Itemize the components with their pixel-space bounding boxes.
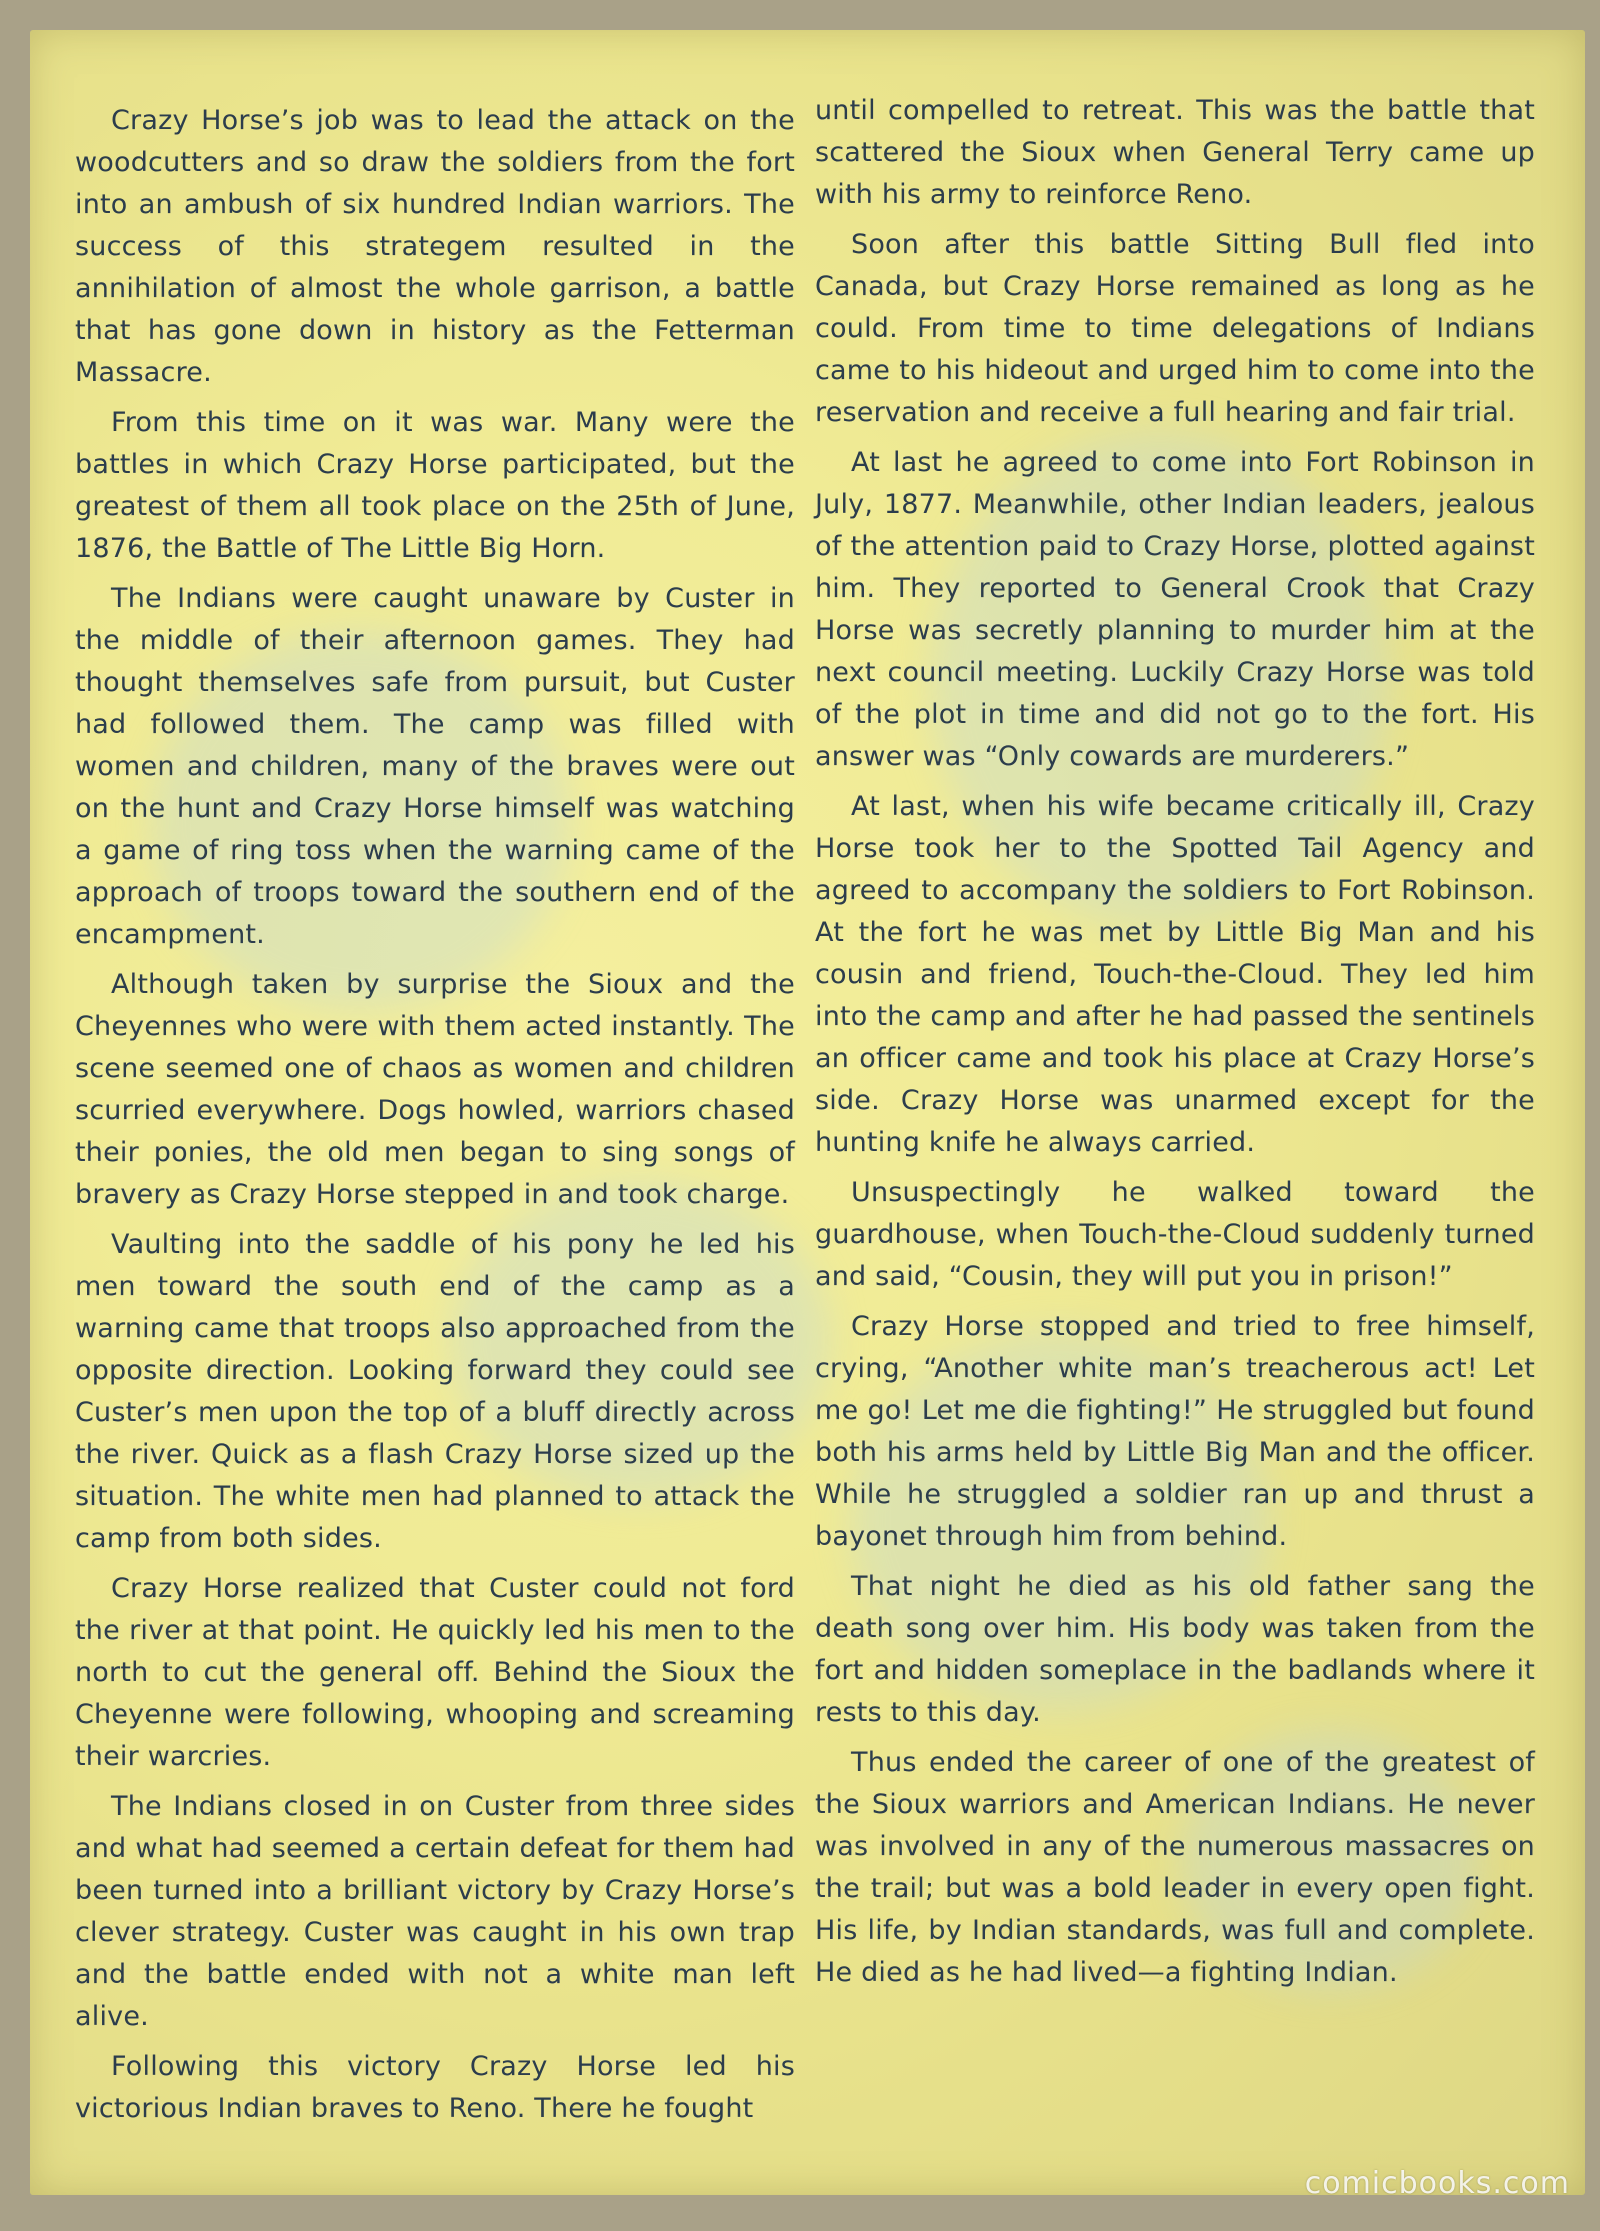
paragraph: Crazy Horse’s job was to lead the attack on the woodcutters and so draw the soldiers from the fort into an ambush of six hundred Indian warriors. The success of this strategem resulted in the annihilation of almost the whole garrison, a battle that has gone down in history as the Fetterman Massacre. (75, 105, 795, 388)
site-watermark: comicbooks.com (1304, 2166, 1570, 2201)
paragraph: At last, when his wife became critically ill, Crazy Horse took her to the Spotted Tail Agency and agreed to accompany the soldiers to Fort Robinson. At the fort he was met by Little Big Man and his cousin and friend, Touch-the-Cloud. They led him into the camp and after he had passed the sentinels an officer came and took his place at Crazy Horse’s side. Crazy Horse was unarmed except for the hunting knife he always carried. (815, 791, 1535, 1158)
paragraph: until compelled to retreat. This was the battle that scattered the Sioux when General Terry came up with his army to reinforce Reno. (815, 95, 1535, 210)
paragraph: Crazy Horse stopped and tried to free himself, crying, “Another white man’s treacherous act! Let me go! Let me die fighting!” He struggled but found both his arms held by Little Big Man and the officer. While he struggled a soldier ran up and thrust a bayonet through him from behind. (815, 1311, 1535, 1552)
paragraph: Soon after this battle Sitting Bull fled into Canada, but Crazy Horse remained as long as he could. From time to time delegations of Indians came to his hideout and urged him to come into the reservation and receive a full hearing and fair trial. (815, 229, 1535, 428)
paragraph: Thus ended the career of one of the greatest of the Sioux warriors and American Indians. He never was involved in any of the numerous massacres on the trail; but was a bold leader in every open fight. His life, by Indian standards, was full and complete. He died as he had lived—a fighting Indian. (815, 1747, 1535, 1988)
paragraph: At last he agreed to come into Fort Robinson in July, 1877. Meanwhile, other Indian leaders, jealous of the attention paid to Crazy Horse, plotted against him. They reported to General Crook that Crazy Horse was secretly planning to murder him at the next council meeting. Luckily Crazy Horse was told of the plot in time and did not go to the fort. His answer was “Only cowards are murderers.” (815, 447, 1535, 772)
right-text-column (815, 90, 1535, 2002)
paragraph: The Indians were caught unaware by Custer in the middle of their afternoon games. They had thought themselves safe from pursuit, but Custer had followed them. The camp was filled with women and children, many of the braves were out on the hunt and Crazy Horse himself was watching a game of ring toss when the warning came of the approach of troops toward the southern end of the encampment. (75, 583, 795, 950)
paragraph: Unsuspectingly he walked toward the guardhouse, when Touch-the-Cloud suddenly turned and said, “Cousin, they will put you in prison!” (815, 1177, 1535, 1292)
paragraph: That night he died as his old father sang the death song over him. His body was taken from the fort and hidden someplace in the badlands where it rests to this day. (815, 1571, 1535, 1728)
paragraph: The Indians closed in on Custer from three sides and what had seemed a certain defeat for them had been turned into a brilliant victory by Crazy Horse’s clever strategy. Custer was caught in his own trap and the battle ended with not a white man left alive. (75, 1791, 795, 2032)
comic-text-page (30, 30, 1585, 2195)
paragraph: Following this victory Crazy Horse led his victorious Indian braves to Reno. There he fought (75, 2051, 795, 2124)
paragraph: Vaulting into the saddle of his pony he led his men toward the south end of the camp as a warning came that troops also approached from the opposite direction. Looking forward they could see Custer’s men upon the top of a bluff directly across the river. Quick as a flash Crazy Horse sized up the situation. The white men had planned to attack the camp from both sides. (75, 1229, 795, 1554)
paragraph: Although taken by surprise the Sioux and the Cheyennes who were with them acted instantly. The scene seemed one of chaos as women and children scurried everywhere. Dogs howled, warriors chased their ponies, the old men began to sing songs of bravery as Crazy Horse stepped in and took charge. (75, 969, 795, 1210)
left-text-column (75, 100, 795, 2138)
paragraph: From this time on it was war. Many were the battles in which Crazy Horse participated, but the greatest of them all took place on the 25th of June, 1876, the Battle of The Little Big Horn. (75, 407, 795, 564)
paragraph: Crazy Horse realized that Custer could not ford the river at that point. He quickly led his men to the north to cut the general off. Behind the Sioux the Cheyenne were following, whooping and screaming their warcries. (75, 1573, 795, 1772)
